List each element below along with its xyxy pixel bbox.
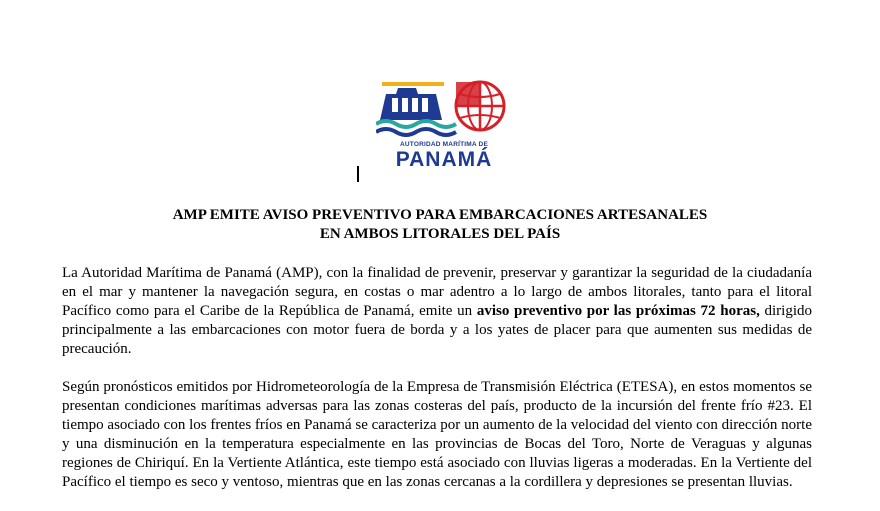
title-line-2: EN AMBOS LITORALES DEL PAÍS <box>319 226 561 242</box>
paragraph-1-bold: aviso preventivo por las próximas 72 horas, <box>476 303 760 319</box>
paragraph-1-text-a: La Autoridad Marítima de Panamá (AMP), con la finalidad de prevenir, preservar y garantizar la seguridad de la ciudadanía en el mar y mantener la navegación segura, en costas o mar adentro a lo largo de ambos litorales, tanto para el litoral Pacífico como para el Caribe de la República de Panamá, emite un <box>62 265 812 319</box>
document-title <box>0 206 880 244</box>
logo-small-text: AUTORIDAD MARÍTIMA DE <box>400 141 488 148</box>
paragraph-1 <box>62 264 812 359</box>
text-cursor <box>357 166 359 182</box>
logo-caption <box>376 140 512 171</box>
logo-big-text: PANAMÁ <box>395 148 493 171</box>
paragraph-1-text-b: dirigido principalmente a las embarcaciones con motor fuera de borda y a los yates de placer para que aumenten sus medidas de precaución. <box>62 303 813 357</box>
ship-globe-icon <box>376 80 512 142</box>
document-body <box>62 264 812 511</box>
paragraph-2: Según pronósticos emitidos por Hidrometeorología de la Empresa de Transmisión Eléctrica (ETESA), en estos momentos se presentan condiciones marítimas adversas para las zonas costeras del país, producto de la incursión del frente frío #23. El tiempo asociado con los frentes fríos en Panamá se caracteriza por un aumento de la velocidad del viento con dirección norte y una disminución en la temperatura especialmente en las provincias de Bocas del Toro, Norte de Veraguas y algunas regiones de Chiriquí. En la Vertiente Atlántica, este tiempo está asociado con lluvias ligeras a moderadas. En la Vertiente del Pacífico el tiempo es seco y ventoso, mientras que en las zonas cercanas a la cordillera y depresiones se presentan lluvias. <box>62 379 812 490</box>
title-line-1: AMP EMITE AVISO PREVENTIVO PARA EMBARCACIONES ARTESANALES <box>172 207 708 223</box>
